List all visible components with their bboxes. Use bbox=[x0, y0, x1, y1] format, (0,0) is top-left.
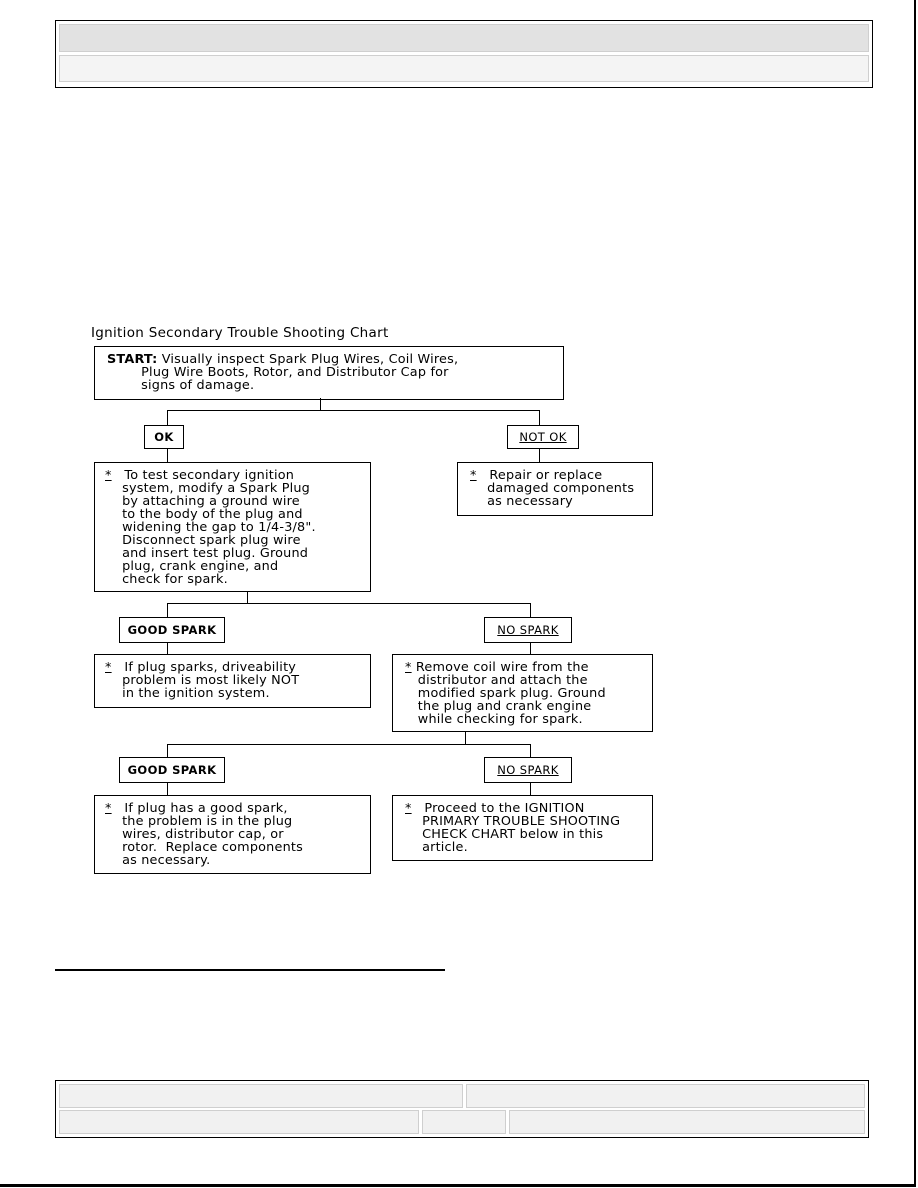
connector bbox=[167, 410, 168, 425]
connector bbox=[167, 642, 168, 654]
asterisk-marker: * bbox=[105, 468, 112, 483]
header-title-bar bbox=[59, 24, 869, 52]
connector bbox=[320, 398, 321, 410]
connector bbox=[167, 744, 531, 745]
repair-box: * Repair or replace damaged components as necessary bbox=[457, 462, 653, 516]
coil-wire-box: * Remove coil wire from the distributor and attach the modified spark plug. Ground the plug and crank engine while checking for spark. bbox=[392, 654, 653, 732]
connector bbox=[247, 591, 248, 603]
good-spark-label-1: GOOD SPARK bbox=[119, 617, 225, 643]
start-line-1: Visually inspect Spark Plug Wires, Coil Wires, bbox=[157, 352, 459, 367]
footer-cell bbox=[59, 1084, 463, 1108]
connector bbox=[465, 731, 466, 744]
footer-cell bbox=[422, 1110, 506, 1134]
connector bbox=[530, 744, 531, 757]
footer-cell bbox=[59, 1110, 419, 1134]
connector bbox=[167, 744, 168, 757]
good-spark-label-2: GOOD SPARK bbox=[119, 757, 225, 783]
chart-title: Ignition Secondary Trouble Shooting Chart bbox=[91, 325, 389, 341]
connector bbox=[539, 410, 540, 425]
connector bbox=[167, 410, 539, 411]
no-spark-label-1: NO SPARK bbox=[484, 617, 572, 643]
asterisk-marker: * bbox=[405, 801, 412, 816]
footer-cell bbox=[466, 1084, 865, 1108]
asterisk-marker: * bbox=[105, 660, 112, 675]
connector bbox=[539, 448, 540, 462]
plug-wires-box: * If plug has a good spark, the problem is in the plug wires, distributor cap, or rotor. Replace components as necessary. bbox=[94, 795, 371, 874]
ok-label: OK bbox=[144, 425, 184, 449]
asterisk-marker: * bbox=[470, 468, 477, 483]
asterisk-marker: * bbox=[405, 660, 412, 675]
page-footer bbox=[55, 1080, 869, 1138]
not-ok-label: NOT OK bbox=[507, 425, 579, 449]
header-subtitle-bar bbox=[59, 55, 869, 82]
page-header bbox=[55, 20, 873, 88]
start-box bbox=[94, 346, 564, 400]
start-lead: START: bbox=[107, 352, 158, 367]
good-spark-result-box: * If plug sparks, driveability problem is most likely NOT in the ignition system. bbox=[94, 654, 371, 708]
connector bbox=[530, 603, 531, 617]
asterisk-marker: * bbox=[105, 801, 112, 816]
test-plug-box: * To test secondary ignition system, modify a Spark Plug by attaching a ground wire to the body of the plug and widening the gap to 1/4-3/8". Disconnect spark plug wire and insert test plug. Ground plug, crank engine, and check for spark. bbox=[94, 462, 371, 592]
connector bbox=[530, 782, 531, 795]
proceed-box: * Proceed to the IGNITION PRIMARY TROUBLE SHOOTING CHECK CHART below in this article. bbox=[392, 795, 653, 861]
connector bbox=[167, 603, 168, 617]
connector bbox=[167, 448, 168, 462]
start-line-2: Plug Wire Boots, Rotor, and Distributor Cap for bbox=[107, 365, 449, 380]
connector bbox=[167, 603, 531, 604]
connector bbox=[530, 642, 531, 654]
connector bbox=[167, 782, 168, 795]
no-spark-label-2: NO SPARK bbox=[484, 757, 572, 783]
section-divider bbox=[55, 969, 445, 971]
start-line-3: signs of damage. bbox=[107, 378, 255, 393]
footer-cell bbox=[509, 1110, 865, 1134]
